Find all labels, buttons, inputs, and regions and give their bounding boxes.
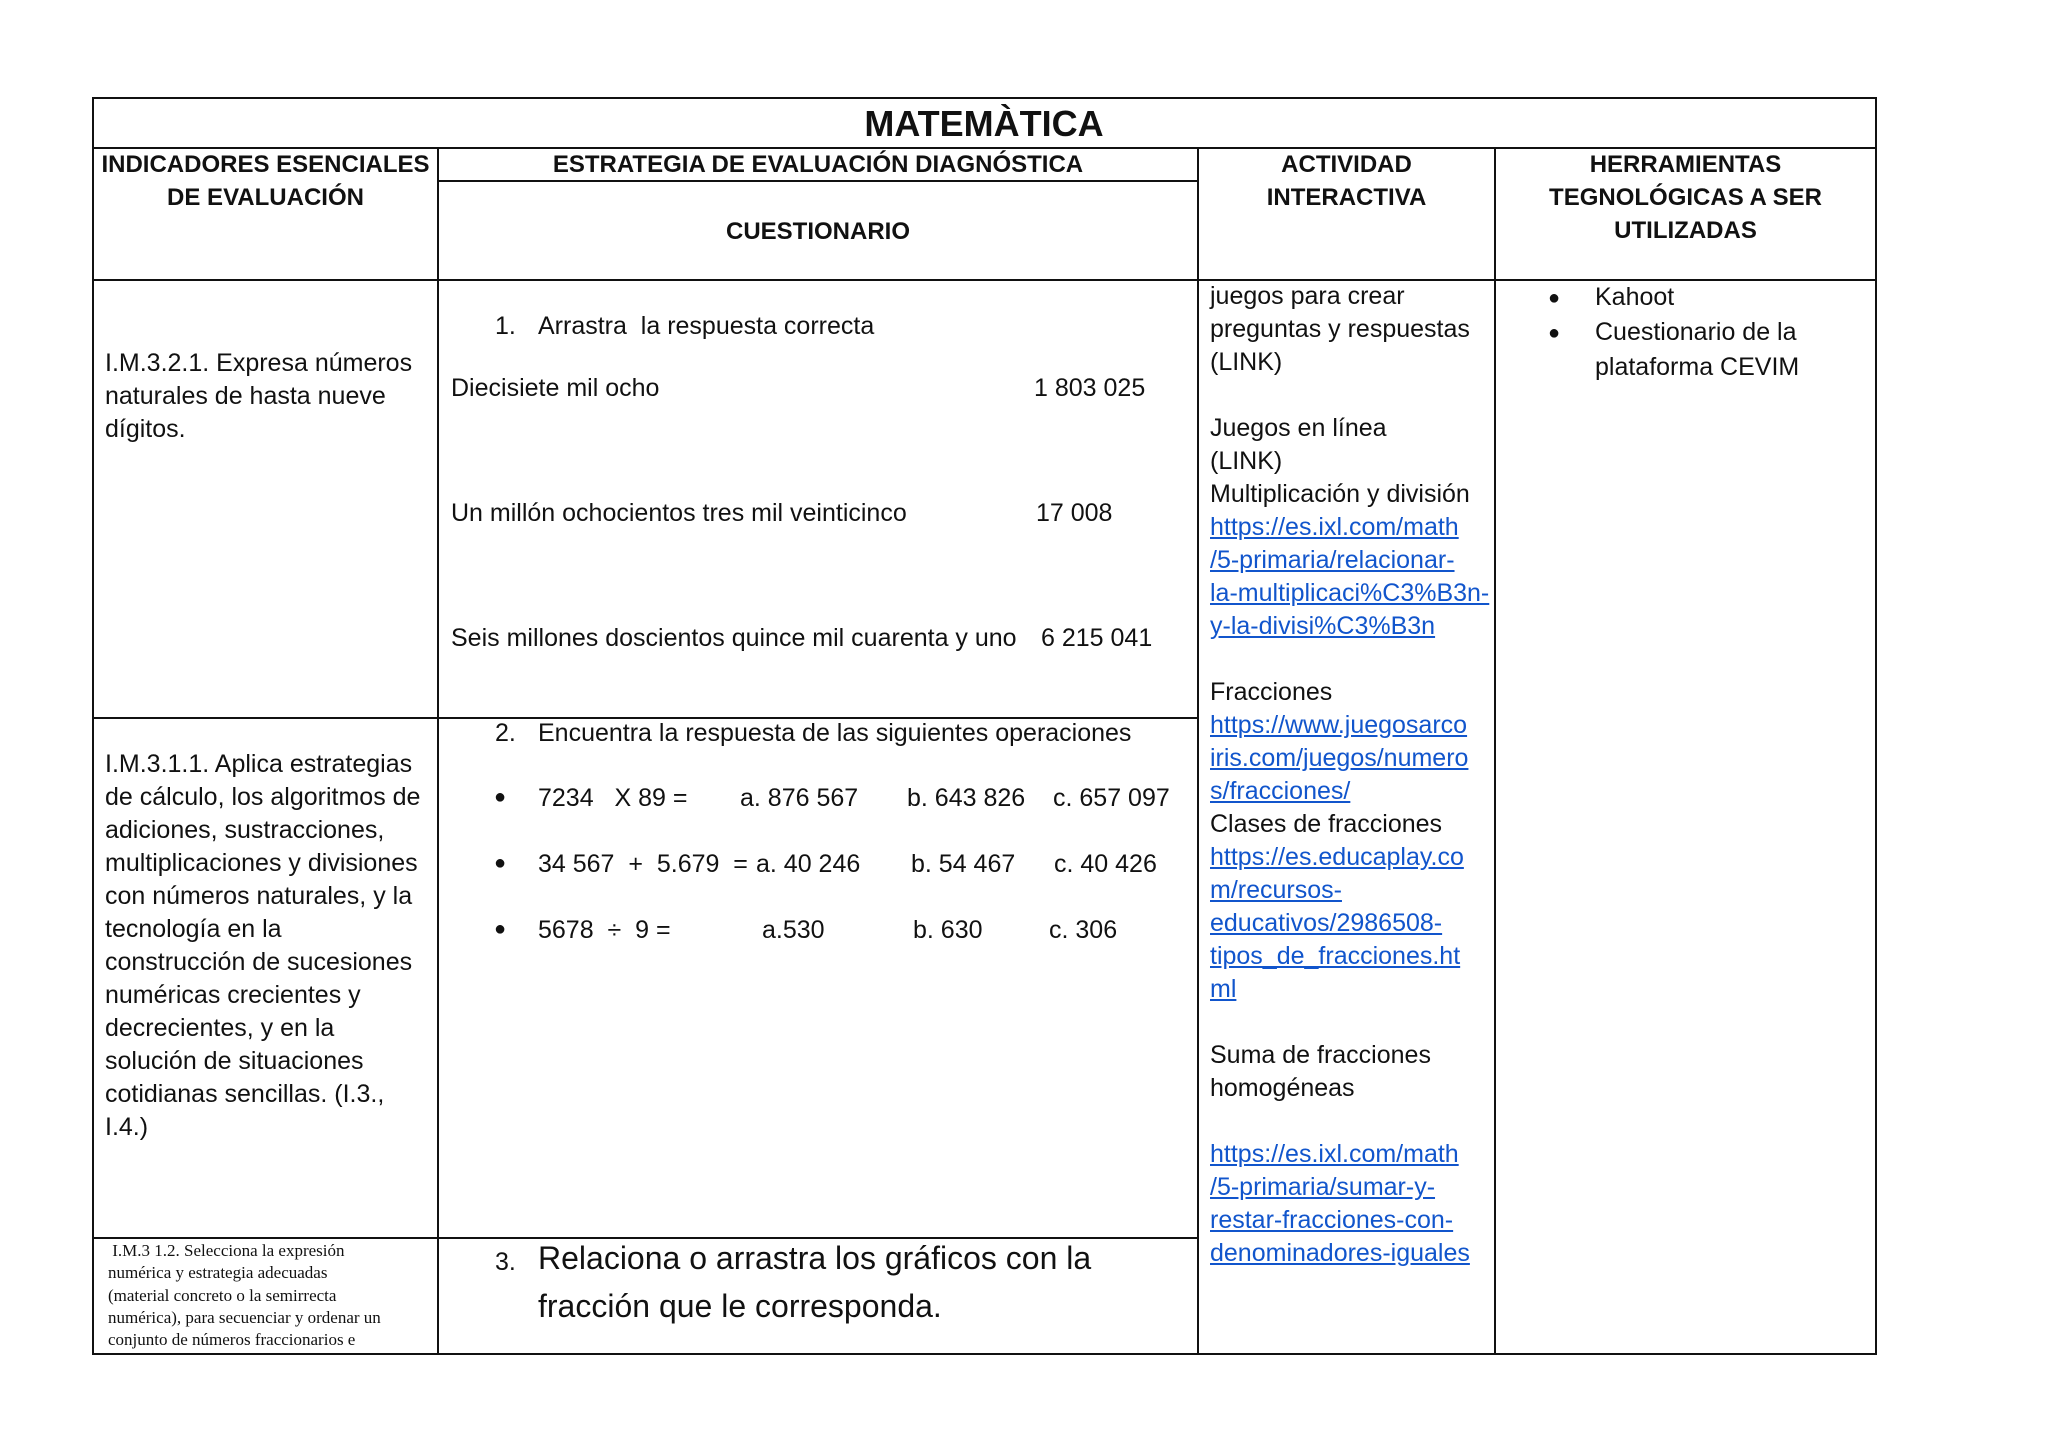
q1-number: 1.	[495, 312, 516, 340]
q2-opt-a-3[interactable]: a.530	[762, 916, 825, 944]
q2-opt-b-1[interactable]: b. 643 826	[907, 784, 1026, 812]
q2-op-3: 5678 ÷ 9 =	[538, 916, 671, 944]
q2-opt-b-2[interactable]: b. 54 467	[911, 850, 1016, 878]
table-border-bottom	[92, 1353, 1877, 1355]
frac-title: Fracciones	[1210, 678, 1333, 706]
col-divider-1	[437, 147, 439, 1355]
col-divider-2	[1197, 147, 1199, 1355]
q2-bullet-3: ●	[494, 918, 507, 940]
header-cuestionario: CUESTIONARIO	[725, 218, 910, 245]
tool-kahoot: Kahoot	[1595, 283, 1675, 311]
tool-cuestionario-cont: plataforma CEVIM	[1595, 353, 1800, 381]
q2-number: 2.	[495, 719, 516, 747]
q2-bullet-2: ●	[494, 852, 507, 874]
indicator-1: I.M.3.2.1. Expresa números naturales de hasta nueve dígitos.	[105, 349, 413, 443]
table-border-left	[92, 97, 94, 1355]
activity-online: Juegos en línea (LINK)	[1210, 414, 1387, 475]
q2-op-1: 7234 X 89 =	[538, 784, 688, 812]
clases-link[interactable]: https://es.educaplay.co m/recursos- educativos/2986508- tipos_de_fracciones.ht ml	[1210, 843, 1464, 1003]
tool-cuestionario: Cuestionario de la	[1595, 318, 1797, 346]
header-actividad: ACTIVIDAD INTERACTIVA	[1266, 151, 1427, 211]
q1-words-3[interactable]: Seis millones doscientos quince mil cuarenta y uno	[451, 624, 1017, 652]
mult-title: Multiplicación y división	[1210, 480, 1470, 508]
suma-link[interactable]: https://es.ixl.com/math /5-primaria/sumar-y- restar-fracciones-con- denominadores-iguales	[1210, 1140, 1470, 1267]
tools-list	[1595, 280, 1915, 385]
q2-bullet-1: ●	[494, 786, 507, 808]
q3-text: Relaciona o arrastra los gráficos con la fracción que le corresponda.	[538, 1240, 1092, 1324]
tool-bullet-2: ●	[1548, 322, 1561, 344]
page-title: MATEMÀTICA	[864, 103, 1104, 144]
q1-text: Arrastra la respuesta correcta	[538, 312, 875, 340]
q2-opt-c-2[interactable]: c. 40 426	[1054, 850, 1157, 878]
q1-words-2[interactable]: Un millón ochocientos tres mil veinticinco	[451, 499, 907, 527]
q2-text: Encuentra la respuesta de las siguientes operaciones	[538, 719, 1132, 747]
q2-opt-c-1[interactable]: c. 657 097	[1053, 784, 1170, 812]
tool-bullet-1: ●	[1548, 287, 1561, 309]
header-indicadores: INDICADORES ESENCIALES DE EVALUACIÓN	[101, 151, 430, 211]
activity-intro: juegos para crear preguntas y respuestas (LINK)	[1210, 282, 1470, 376]
indicator-2: I.M.3.1.1. Aplica estrategias de cálculo, los algoritmos de adiciones, sustracciones, multiplicaciones y divisiones con números naturales, y la tecnología en la construcción de sucesiones numéricas crecientes y decrecientes, y en la solución de situaciones cotidianas sencillas. (I.3., I.4.)	[105, 750, 421, 1141]
frac-link[interactable]: https://www.juegosarco iris.com/juegos/numero s/fracciones/	[1210, 711, 1469, 805]
q1-number-2[interactable]: 17 008	[1036, 499, 1113, 527]
q2-opt-c-3[interactable]: c. 306	[1049, 916, 1118, 944]
header-estrategia: ESTRATEGIA DE EVALUACIÓN DIAGNÓSTICA	[552, 151, 1084, 178]
q3-number: 3.	[495, 1248, 516, 1276]
clases-title: Clases de fracciones	[1210, 810, 1443, 838]
q1-number-1[interactable]: 1 803 025	[1034, 374, 1146, 402]
q2-op-2: 34 567 + 5.679 =	[538, 850, 748, 878]
activity-column	[1210, 280, 1510, 1270]
q2-opt-b-3[interactable]: b. 630	[913, 916, 983, 944]
suma-title: Suma de fracciones homogéneas	[1210, 1041, 1431, 1102]
q1-words-1[interactable]: Diecisiete mil ocho	[451, 374, 660, 402]
header-herramientas: HERRAMIENTAS TEGNOLÓGICAS A SER UTILIZADAS	[1549, 151, 1822, 244]
q1-number-3[interactable]: 6 215 041	[1041, 624, 1153, 652]
q2-opt-a-2[interactable]: a. 40 246	[756, 850, 861, 878]
q2-opt-a-1[interactable]: a. 876 567	[740, 784, 859, 812]
table-border-top	[92, 97, 1877, 99]
indicator-3: I.M.3 1.2. Selecciona la expresión numérica y estrategia adecuadas (material concreto o la semirrecta numérica), para secuenciar y ordenar un conjunto de números fraccionarios e	[108, 1241, 381, 1350]
mult-link[interactable]: https://es.ixl.com/math /5-primaria/relacionar- la-multiplicaci%C3%B3n- y-la-divisi%C3%B3n	[1210, 513, 1490, 640]
